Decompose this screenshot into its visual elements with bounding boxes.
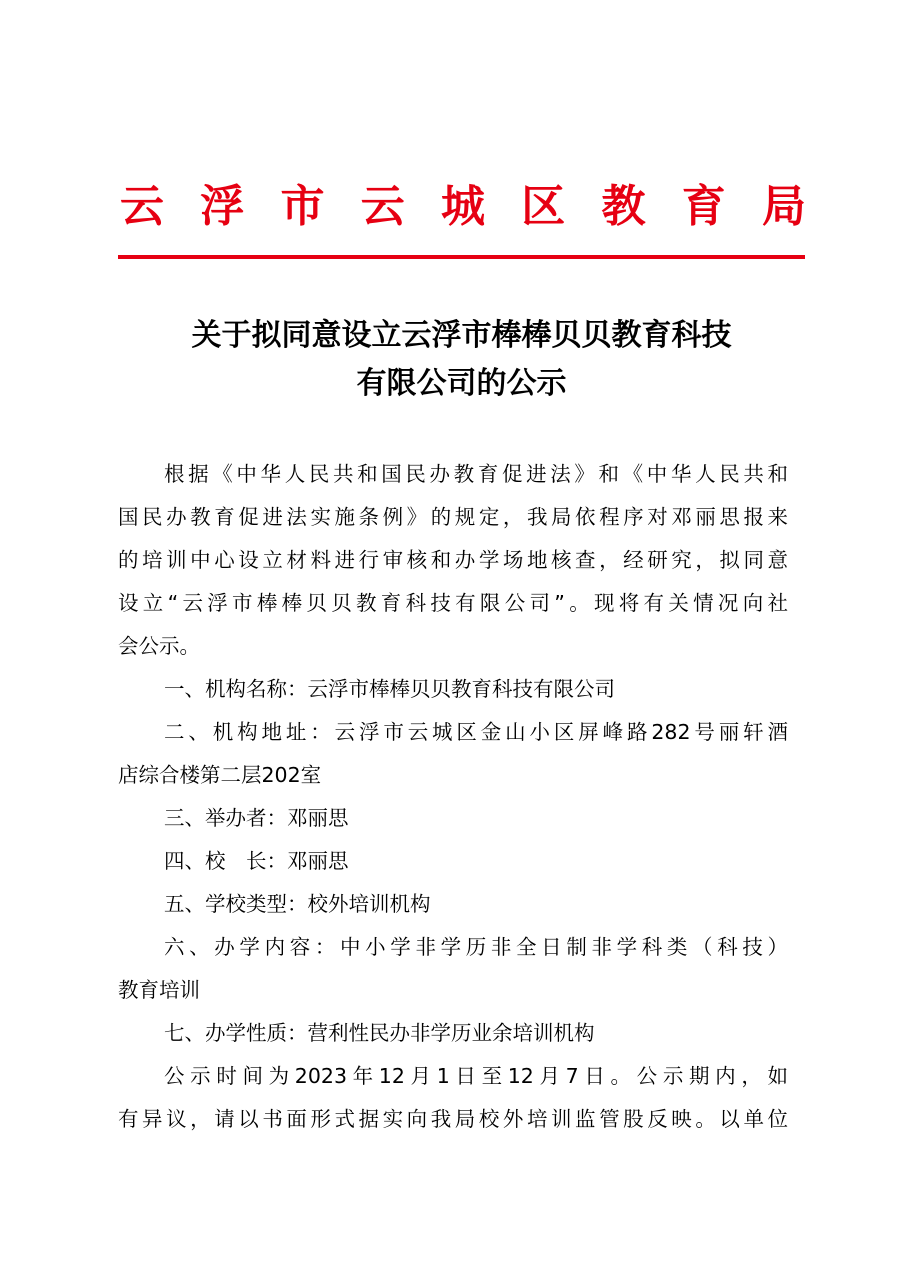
notice-period-line: 公示时间为2023年12月1日至12月7日。公示期内，如 — [164, 1064, 788, 1088]
header-char: 浮 — [200, 181, 245, 232]
header-char: 城 — [441, 181, 485, 232]
header-char: 云 — [360, 181, 405, 232]
item-school-type: 五、学校类型：校外培训机构 — [164, 892, 431, 916]
header-char: 云 — [120, 181, 164, 232]
body-line: 国民办教育促进法实施条例》的规定，我局依程序对邓丽思报来 — [118, 505, 788, 529]
issuing-authority-header — [120, 176, 806, 238]
header-red-rule — [118, 255, 805, 259]
body-line: 设立“云浮市棒棒贝贝教育科技有限公司”。现将有关情况向社 — [118, 591, 788, 615]
header-char: 市 — [280, 181, 325, 232]
header-char: 区 — [521, 181, 566, 232]
document-title-line-2: 有限公司的公示 — [356, 366, 567, 401]
header-char: 育 — [681, 181, 726, 232]
document-title-line-1: 关于拟同意设立云浮市棒棒贝贝教育科技 — [191, 318, 732, 353]
body-line: 根据《中华人民共和国民办教育促进法》和《中华人民共和 — [164, 462, 788, 486]
body-line: 的培训中心设立材料进行审核和办学场地核查，经研究，拟同意 — [118, 548, 788, 572]
item-institution-name: 一、机构名称：云浮市棒棒贝贝教育科技有限公司 — [164, 677, 615, 701]
item-nature: 七、办学性质：营利性民办非学历业余培训机构 — [164, 1021, 595, 1045]
item-principal: 四、校 长：邓丽思 — [164, 849, 349, 873]
item-content: 六、办学内容：中小学非学历非全日制非学科类（科技） — [164, 935, 788, 959]
item-content-cont: 教育培训 — [118, 978, 200, 1002]
item-institution-address-cont: 店综合楼第二层202室 — [118, 763, 322, 787]
item-institution-address: 二、机构地址：云浮市云城区金山小区屏峰路282号丽轩酒 — [164, 720, 788, 744]
header-char: 局 — [762, 181, 806, 232]
item-organizer: 三、举办者：邓丽思 — [164, 806, 349, 830]
body-line: 会公示。 — [118, 634, 200, 658]
header-char: 教 — [601, 181, 646, 232]
objection-line: 有异议，请以书面形式据实向我局校外培训监管股反映。以单位 — [118, 1107, 788, 1131]
